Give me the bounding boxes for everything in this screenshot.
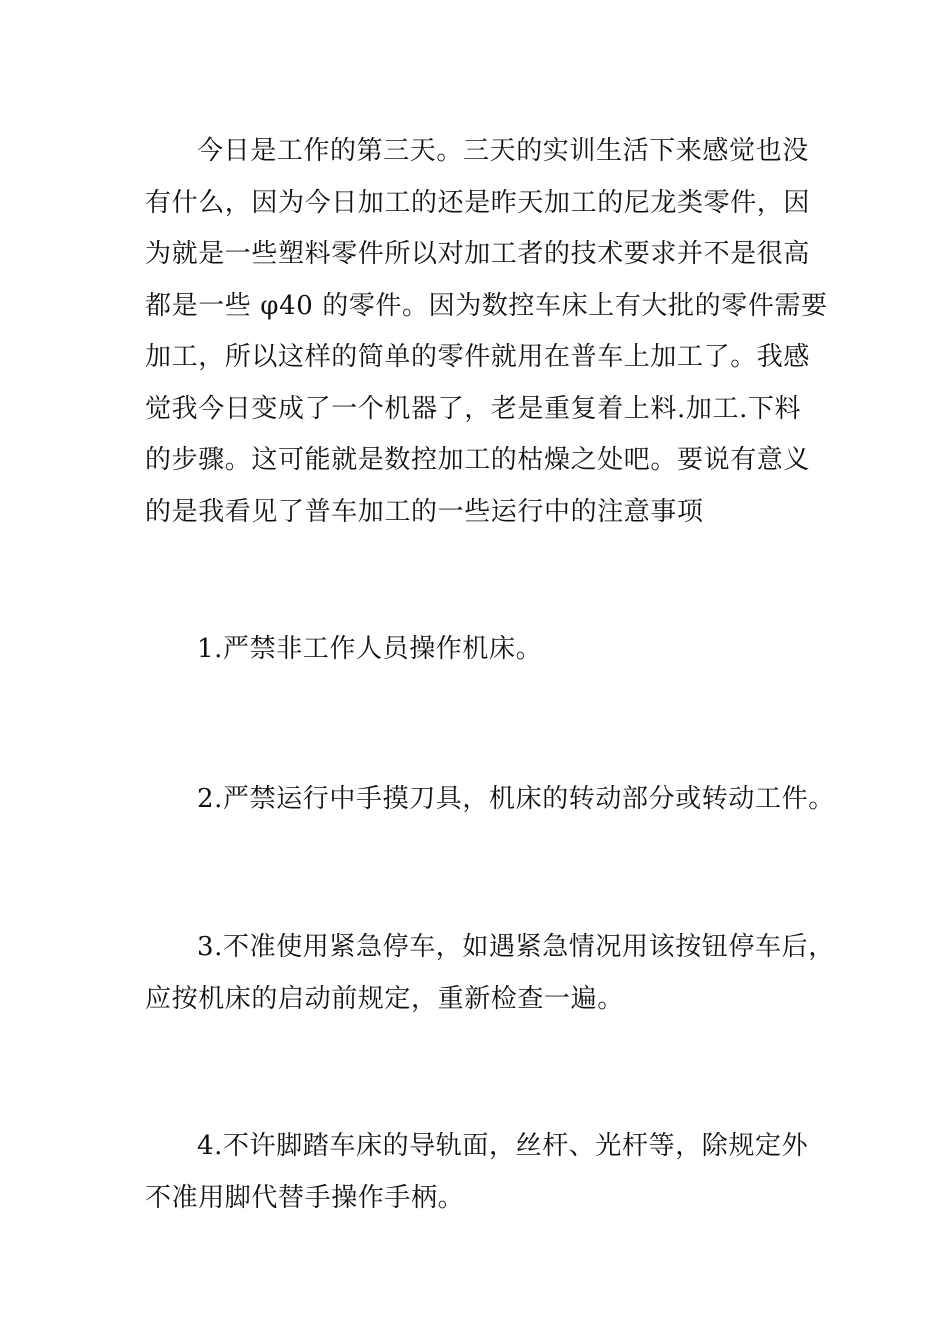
intro-line: 加工，所以这样的简单的零件就用在普车上加工了。我感 bbox=[145, 342, 811, 372]
rule-2 bbox=[145, 774, 835, 826]
rule-1 bbox=[145, 624, 825, 676]
rule-line: 3.不准使用紧急停车，如遇紧急情况用该按钮停车后， bbox=[197, 932, 835, 962]
intro-line: 觉我今日变成了一个机器了，老是重复着上料.加工.下料 bbox=[145, 393, 802, 424]
intro-paragraph bbox=[145, 126, 828, 538]
rule-line: 4.不许脚踏车床的导轨面，丝杆、光杆等，除规定外 bbox=[197, 1131, 809, 1161]
intro-line: 今日是工作的第三天。三天的实训生活下来感觉也没 bbox=[197, 136, 809, 166]
intro-line: 的步骤。这可能就是数控加工的枯燥之处吧。要说有意义 bbox=[145, 445, 811, 475]
rule-3 bbox=[145, 922, 835, 1025]
rule-line: 应按机床的启动前规定，重新检查一遍。 bbox=[145, 983, 624, 1014]
rule-line: 2.严禁运行中手摸刀具，机床的转动部分或转动工件。 bbox=[197, 784, 835, 814]
rule-4 bbox=[145, 1121, 825, 1224]
rule-line: 1.严禁非工作人员操作机床。 bbox=[197, 634, 543, 664]
intro-line: 都是一些 φ40 的零件。因为数控车床上有大批的零件需要 bbox=[145, 290, 828, 321]
intro-line: 的是我看见了普车加工的一些运行中的注意事项 bbox=[145, 496, 704, 527]
intro-line: 有什么，因为今日加工的还是昨天加工的尼龙类零件，因 bbox=[145, 187, 811, 218]
rule-line: 不准用脚代替手操作手柄。 bbox=[145, 1182, 465, 1213]
intro-line: 为就是一些塑料零件所以对加工者的技术要求并不是很高 bbox=[145, 239, 811, 269]
